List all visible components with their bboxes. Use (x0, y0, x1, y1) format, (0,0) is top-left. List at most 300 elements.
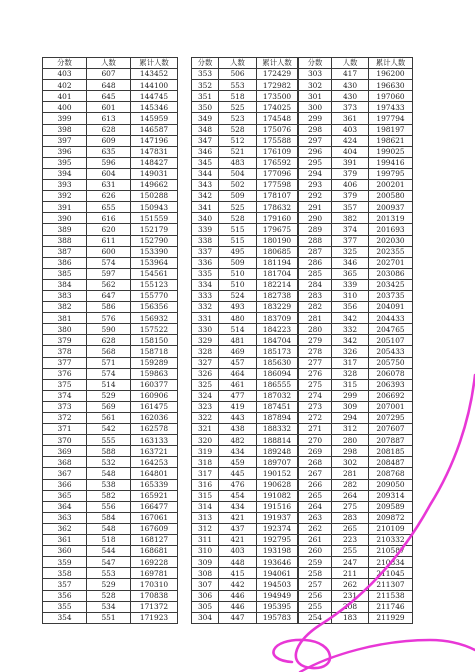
score-cell: 377 (43, 357, 87, 368)
count-cell: 588 (87, 446, 131, 457)
cumulative-cell: 187451 (257, 401, 298, 412)
cumulative-cell: 158718 (131, 346, 178, 357)
column-gap (178, 146, 192, 157)
column-gap (178, 290, 192, 301)
count-cell: 446 (219, 590, 257, 601)
score-cell: 345 (192, 157, 219, 168)
count-cell: 514 (87, 379, 131, 390)
margin-cell (413, 368, 450, 379)
count-cell: 457 (219, 357, 257, 368)
table-row (43, 379, 450, 390)
margin-cell (413, 612, 450, 623)
count-cell: 628 (87, 124, 131, 135)
score-cell: 289 (299, 224, 332, 235)
column-gap (178, 202, 192, 213)
cumulative-cell: 179160 (257, 213, 298, 224)
column-gap (178, 213, 192, 224)
margin-cell (413, 246, 450, 257)
count-cell: 461 (219, 379, 257, 390)
score-cell: 346 (192, 146, 219, 157)
count-cell: 211 (332, 568, 369, 579)
column-gap (178, 224, 192, 235)
cumulative-cell: 198621 (369, 135, 413, 146)
cumulative-cell: 159863 (131, 368, 178, 379)
margin-cell (413, 235, 450, 246)
count-cell: 447 (219, 612, 257, 623)
count-cell: 521 (219, 146, 257, 157)
score-cell: 282 (299, 302, 332, 313)
margin-cell (413, 157, 450, 168)
score-cell: 381 (43, 313, 87, 324)
count-cell: 493 (219, 302, 257, 313)
cumulative-cell: 149031 (131, 168, 178, 179)
cumulative-cell: 202030 (369, 235, 413, 246)
column-gap (178, 191, 192, 202)
score-cell: 373 (43, 401, 87, 412)
score-cell: 341 (192, 202, 219, 213)
cumulative-cell: 196630 (369, 80, 413, 91)
count-cell: 538 (87, 479, 131, 490)
score-cell: 290 (299, 213, 332, 224)
column-gap (178, 135, 192, 146)
count-cell: 601 (87, 102, 131, 113)
count-cell: 255 (332, 546, 369, 557)
cumulative-cell: 145346 (131, 102, 178, 113)
score-cell: 303 (299, 69, 332, 80)
count-cell: 326 (332, 346, 369, 357)
count-cell: 584 (87, 512, 131, 523)
table-row (43, 69, 450, 80)
score-cell: 262 (299, 523, 332, 534)
margin-cell (413, 557, 450, 568)
cumulative-cell: 153964 (131, 257, 178, 268)
score-cell: 337 (192, 246, 219, 257)
cumulative-cell: 186555 (257, 379, 298, 390)
count-cell: 523 (219, 113, 257, 124)
count-cell: 483 (219, 157, 257, 168)
count-cell: 555 (87, 435, 131, 446)
score-cell: 334 (192, 279, 219, 290)
margin-cell (413, 69, 450, 80)
table-row (43, 490, 450, 501)
count-cell: 404 (332, 146, 369, 157)
score-cell: 395 (43, 157, 87, 168)
count-cell: 611 (87, 235, 131, 246)
count-cell: 391 (332, 157, 369, 168)
count-cell: 631 (87, 180, 131, 191)
score-cell: 275 (299, 379, 332, 390)
score-cell: 376 (43, 368, 87, 379)
cumulative-cell: 152179 (131, 224, 178, 235)
score-cell: 255 (299, 601, 332, 612)
count-cell: 275 (332, 501, 369, 512)
table-row (43, 479, 450, 490)
count-cell: 379 (332, 168, 369, 179)
score-cell: 306 (192, 590, 219, 601)
table-row (43, 424, 450, 435)
table-row (43, 91, 450, 102)
cumulative-cell: 162578 (131, 424, 178, 435)
score-cell: 297 (299, 135, 332, 146)
cumulative-cell: 157522 (131, 324, 178, 335)
score-cell: 321 (192, 424, 219, 435)
cumulative-cell: 201693 (369, 224, 413, 235)
cumulative-cell: 143452 (131, 69, 178, 80)
margin-cell (413, 290, 450, 301)
cumulative-cell: 152790 (131, 235, 178, 246)
score-cell: 258 (299, 568, 332, 579)
column-gap (178, 235, 192, 246)
score-cell: 294 (299, 168, 332, 179)
count-cell: 437 (219, 523, 257, 534)
count-cell: 597 (87, 268, 131, 279)
score-cell: 318 (192, 457, 219, 468)
table-row (43, 457, 450, 468)
cumulative-cell: 193198 (257, 546, 298, 557)
count-cell: 421 (219, 512, 257, 523)
count-cell: 438 (219, 424, 257, 435)
score-cell: 370 (43, 435, 87, 446)
count-cell: 626 (87, 191, 131, 202)
score-cell: 281 (299, 313, 332, 324)
column-gap (178, 546, 192, 557)
count-cell: 231 (332, 590, 369, 601)
cumulative-cell: 155770 (131, 290, 178, 301)
count-cell: 509 (219, 191, 257, 202)
count-cell: 464 (219, 368, 257, 379)
column-gap (178, 379, 192, 390)
score-cell: 389 (43, 224, 87, 235)
count-cell: 361 (332, 113, 369, 124)
cumulative-cell: 146587 (131, 124, 178, 135)
cumulative-cell: 171372 (131, 601, 178, 612)
cumulative-cell: 145959 (131, 113, 178, 124)
count-cell: 596 (87, 157, 131, 168)
score-cell: 403 (43, 69, 87, 80)
cumulative-cell: 156356 (131, 302, 178, 313)
score-cell: 394 (43, 168, 87, 179)
margin-cell (413, 80, 450, 91)
margin-cell (413, 202, 450, 213)
cumulative-cell: 176592 (257, 157, 298, 168)
count-cell: 574 (87, 368, 131, 379)
count-cell: 514 (219, 324, 257, 335)
score-cell: 375 (43, 379, 87, 390)
margin-cell (413, 501, 450, 512)
cumulative-cell: 161475 (131, 401, 178, 412)
count-cell: 294 (332, 413, 369, 424)
score-cell: 287 (299, 246, 332, 257)
count-cell: 571 (87, 357, 131, 368)
column-gap (178, 302, 192, 313)
count-cell: 582 (87, 490, 131, 501)
score-cell: 380 (43, 324, 87, 335)
table-body (43, 58, 450, 624)
count-cell: 553 (87, 568, 131, 579)
column-gap (178, 69, 192, 80)
cumulative-cell: 186094 (257, 368, 298, 379)
count-cell: 548 (87, 523, 131, 534)
cumulative-cell: 154561 (131, 268, 178, 279)
cumulative-cell: 200201 (369, 180, 413, 191)
cumulative-cell: 174548 (257, 113, 298, 124)
score-cell: 276 (299, 368, 332, 379)
score-cell: 359 (43, 557, 87, 568)
margin-cell (413, 590, 450, 601)
score-cell: 387 (43, 246, 87, 257)
score-cell: 383 (43, 290, 87, 301)
cumulative-cell: 195395 (257, 601, 298, 612)
count-cell: 574 (87, 257, 131, 268)
column-gap (178, 180, 192, 191)
count-cell: 430 (332, 80, 369, 91)
column-gap (178, 346, 192, 357)
score-cell: 277 (299, 357, 332, 368)
score-cell: 291 (299, 202, 332, 213)
score-cell: 329 (192, 335, 219, 346)
cumulative-cell: 210834 (369, 557, 413, 568)
margin-cell (413, 512, 450, 523)
count-cell: 477 (219, 390, 257, 401)
count-cell: 421 (219, 535, 257, 546)
count-cell: 528 (87, 590, 131, 601)
table-row (43, 579, 450, 590)
score-cell: 339 (192, 224, 219, 235)
score-cell: 265 (299, 490, 332, 501)
cumulative-cell: 197433 (369, 102, 413, 113)
count-cell: 264 (332, 490, 369, 501)
column-header: 人数 (87, 58, 131, 69)
cumulative-cell: 191516 (257, 501, 298, 512)
cumulative-cell: 199025 (369, 146, 413, 157)
cumulative-cell: 197060 (369, 91, 413, 102)
count-cell: 373 (332, 102, 369, 113)
cumulative-cell: 211045 (369, 568, 413, 579)
score-cell: 316 (192, 479, 219, 490)
cumulative-cell: 207887 (369, 435, 413, 446)
score-cell: 317 (192, 468, 219, 479)
margin-cell (413, 424, 450, 435)
score-cell: 311 (192, 535, 219, 546)
cumulative-cell: 180190 (257, 235, 298, 246)
table-row (43, 290, 450, 301)
table-row (43, 335, 450, 346)
count-cell: 528 (219, 124, 257, 135)
count-cell: 532 (87, 457, 131, 468)
count-cell: 528 (219, 213, 257, 224)
column-gap (178, 413, 192, 424)
table-row (43, 124, 450, 135)
cumulative-cell: 185173 (257, 346, 298, 357)
column-gap (178, 468, 192, 479)
count-cell: 379 (332, 191, 369, 202)
column-gap (178, 113, 192, 124)
cumulative-cell: 174025 (257, 102, 298, 113)
cumulative-cell: 149662 (131, 180, 178, 191)
count-cell: 510 (219, 268, 257, 279)
score-cell: 325 (192, 379, 219, 390)
column-gap (178, 479, 192, 490)
column-gap (178, 368, 192, 379)
count-cell: 548 (87, 468, 131, 479)
margin-cell (413, 523, 450, 534)
cumulative-cell: 194503 (257, 579, 298, 590)
table-row (43, 435, 450, 446)
count-cell: 302 (332, 457, 369, 468)
cumulative-cell: 198197 (369, 124, 413, 135)
count-cell: 283 (332, 512, 369, 523)
score-cell: 279 (299, 335, 332, 346)
cumulative-cell: 165921 (131, 490, 178, 501)
score-cell: 263 (299, 512, 332, 523)
column-gap (178, 557, 192, 568)
count-cell: 374 (332, 224, 369, 235)
score-cell: 361 (43, 535, 87, 546)
score-cell: 319 (192, 446, 219, 457)
cumulative-cell: 208487 (369, 457, 413, 468)
score-cell: 340 (192, 213, 219, 224)
score-cell: 305 (192, 601, 219, 612)
score-cell: 338 (192, 235, 219, 246)
score-cell: 366 (43, 479, 87, 490)
cumulative-cell: 160377 (131, 379, 178, 390)
margin-cell (413, 257, 450, 268)
count-cell: 525 (219, 202, 257, 213)
cumulative-cell: 187032 (257, 390, 298, 401)
score-cell: 392 (43, 191, 87, 202)
cumulative-cell: 151559 (131, 213, 178, 224)
cumulative-cell: 203425 (369, 279, 413, 290)
cumulative-cell: 166477 (131, 501, 178, 512)
score-cell: 344 (192, 168, 219, 179)
count-cell: 406 (332, 180, 369, 191)
cumulative-cell: 209314 (369, 490, 413, 501)
score-cell: 327 (192, 357, 219, 368)
count-cell: 357 (332, 202, 369, 213)
table-row (43, 501, 450, 512)
column-header: 人数 (332, 58, 369, 69)
count-cell: 482 (219, 435, 257, 446)
cumulative-cell: 209050 (369, 479, 413, 490)
cumulative-cell: 170838 (131, 590, 178, 601)
margin-cell (413, 224, 450, 235)
count-cell: 502 (219, 180, 257, 191)
cumulative-cell: 177096 (257, 168, 298, 179)
margin-cell (413, 135, 450, 146)
count-cell: 512 (219, 135, 257, 146)
margin-cell (413, 379, 450, 390)
cumulative-cell: 175076 (257, 124, 298, 135)
cumulative-cell: 158150 (131, 335, 178, 346)
count-cell: 419 (219, 401, 257, 412)
score-cell: 388 (43, 235, 87, 246)
count-cell: 576 (87, 313, 131, 324)
score-cell: 335 (192, 268, 219, 279)
count-cell: 280 (332, 435, 369, 446)
count-cell: 315 (332, 379, 369, 390)
score-cell: 352 (192, 80, 219, 91)
count-cell: 342 (332, 335, 369, 346)
cumulative-cell: 183229 (257, 302, 298, 313)
cumulative-cell: 164801 (131, 468, 178, 479)
cumulative-cell: 207607 (369, 424, 413, 435)
score-cell: 357 (43, 579, 87, 590)
score-cell: 284 (299, 279, 332, 290)
score-cell: 353 (192, 69, 219, 80)
score-cell: 313 (192, 512, 219, 523)
score-cell: 273 (299, 401, 332, 412)
column-gap (178, 523, 192, 534)
table-row (43, 568, 450, 579)
score-cell: 274 (299, 390, 332, 401)
count-cell: 510 (219, 279, 257, 290)
column-gap (178, 58, 192, 69)
cumulative-cell: 150288 (131, 191, 178, 202)
score-cell: 382 (43, 302, 87, 313)
column-header: 累计人数 (131, 58, 178, 69)
cumulative-cell: 181194 (257, 257, 298, 268)
table-row (43, 468, 450, 479)
column-gap (178, 390, 192, 401)
margin-cell (413, 490, 450, 501)
score-cell: 269 (299, 446, 332, 457)
table-row (43, 357, 450, 368)
margin-cell (413, 313, 450, 324)
score-cell: 270 (299, 435, 332, 446)
column-header: 累计人数 (369, 58, 413, 69)
cumulative-cell: 204091 (369, 302, 413, 313)
cumulative-cell: 188814 (257, 435, 298, 446)
count-cell: 356 (332, 302, 369, 313)
count-cell: 495 (219, 246, 257, 257)
count-cell: 518 (87, 535, 131, 546)
cumulative-cell: 190628 (257, 479, 298, 490)
count-cell: 553 (219, 80, 257, 91)
table-row (43, 80, 450, 91)
cumulative-cell: 170310 (131, 579, 178, 590)
column-header: 分数 (192, 58, 219, 69)
count-cell: 265 (332, 523, 369, 534)
column-gap (178, 268, 192, 279)
table-row (43, 535, 450, 546)
count-cell: 613 (87, 113, 131, 124)
score-cell: 307 (192, 579, 219, 590)
score-cell: 301 (299, 91, 332, 102)
cumulative-cell: 201319 (369, 213, 413, 224)
score-cell: 298 (299, 124, 332, 135)
cumulative-cell: 211929 (369, 612, 413, 623)
score-cell: 397 (43, 135, 87, 146)
cumulative-cell: 156932 (131, 313, 178, 324)
table-row (43, 346, 450, 357)
count-cell: 223 (332, 535, 369, 546)
margin-cell (413, 535, 450, 546)
table-row (43, 191, 450, 202)
count-cell: 310 (332, 290, 369, 301)
score-cell: 399 (43, 113, 87, 124)
count-cell: 346 (332, 257, 369, 268)
cumulative-cell: 144745 (131, 91, 178, 102)
cumulative-cell: 172982 (257, 80, 298, 91)
count-cell: 454 (219, 490, 257, 501)
column-gap (178, 424, 192, 435)
table-row (43, 368, 450, 379)
table-row (43, 102, 450, 113)
score-cell: 324 (192, 390, 219, 401)
score-cell: 349 (192, 113, 219, 124)
score-cell: 304 (192, 612, 219, 623)
count-cell: 600 (87, 246, 131, 257)
